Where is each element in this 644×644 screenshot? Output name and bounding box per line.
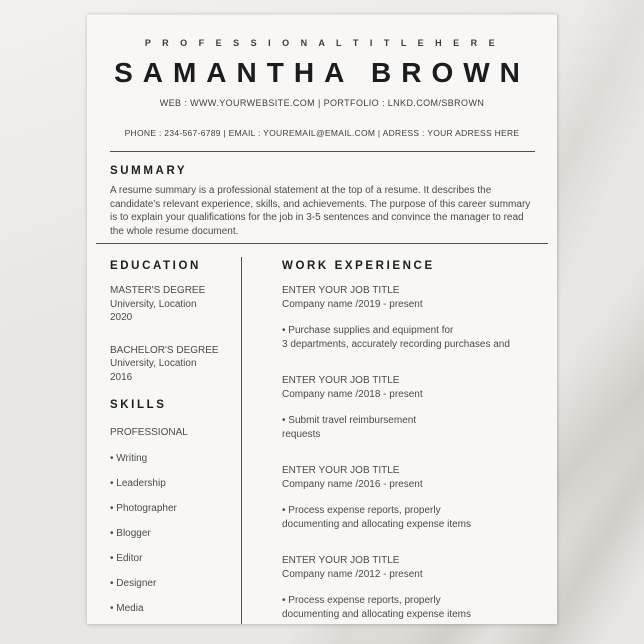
skill-item: • Designer [110, 577, 157, 589]
phone-email-address-line: PHONE : 234-567-6789 | EMAIL : YOUREMAIL@EMAIL.COM | ADRESS : YOUR ADRESS HERE [124, 128, 520, 138]
left-column [110, 257, 241, 624]
skill-item: • Editor [110, 552, 143, 564]
web-portfolio-line: WEB : WWW.YOURWEBSITE.COM | PORTFOLIO : LNKD.COM/SBROWN [159, 98, 485, 108]
skill-item: • Photographer [110, 502, 177, 514]
education-heading: EDUCATION [110, 260, 201, 272]
job-entry [282, 284, 534, 351]
two-column-body [87, 257, 557, 624]
job-entry [282, 374, 534, 441]
job-title: ENTER YOUR JOB TITLE [282, 285, 400, 296]
work-experience-heading: WORK EXPERIENCE [282, 260, 435, 272]
summary-paragraph: A resume summary is a professional statement at the top of a resume. It describes the candidate's relevant experience, skills, and achievements. The purpose of this career summary is to explain your qualifications for the job in 3-5 sentences and convince the manager to read the whole resume document. [110, 185, 531, 237]
candidate-name: SAMANTHA BROWN [114, 57, 530, 88]
job-bullet [282, 504, 534, 531]
graduation-year: 2020 [110, 312, 133, 323]
job-company-dates: Company name /2018 - present [282, 388, 423, 400]
job-entry [282, 554, 534, 621]
job-bullet-line: • Process expense reports, properly [282, 595, 441, 606]
job-title: ENTER YOUR JOB TITLE [282, 465, 400, 476]
job-bullet-line: requests [282, 428, 321, 440]
job-title: ENTER YOUR JOB TITLE [282, 375, 400, 386]
summary-heading: SUMMARY [110, 165, 188, 177]
job-bullet-line: documenting and allocating expense items [282, 518, 472, 530]
right-column [242, 257, 534, 624]
resume-page [87, 14, 557, 624]
job-title: ENTER YOUR JOB TITLE [282, 555, 400, 566]
job-bullet-line: 3 departments, accurately recording purchases and [282, 338, 510, 350]
graduation-year: 2016 [110, 371, 133, 383]
contact-divider-rule [110, 151, 535, 152]
job-bullet-line: documenting and allocating expense items [282, 608, 472, 620]
job-company-dates: Company name /2016 - present [282, 478, 423, 490]
job-bullet-line: • Submit travel reimbursement [282, 415, 417, 426]
education-entry [110, 344, 241, 385]
job-company-dates: Company name /2012 - present [282, 568, 423, 580]
job-company-dates: Company name /2019 - present [282, 298, 423, 310]
school: University, Location [110, 298, 197, 310]
professional-title: P R O F E S S I O N A L T I T L E H E R E [144, 38, 500, 48]
skills-list [110, 452, 241, 616]
skills-heading: SKILLS [110, 399, 167, 411]
skill-item: • Blogger [110, 527, 151, 539]
skills-category-label: PROFESSIONAL [110, 427, 188, 438]
summary-section [87, 164, 557, 238]
job-bullet [282, 324, 534, 351]
education-entry [110, 284, 241, 325]
skill-item: • Leadership [110, 477, 166, 489]
job-entry [282, 464, 534, 531]
job-bullet [282, 414, 534, 441]
job-bullet-line: • Process expense reports, properly [282, 505, 441, 516]
skill-item: • Writing [110, 452, 148, 464]
job-bullet-line: • Purchase supplies and equipment for [282, 325, 454, 336]
degree: MASTER'S DEGREE [110, 285, 206, 296]
degree: BACHELOR'S DEGREE [110, 344, 219, 356]
school: University, Location [110, 358, 197, 369]
job-bullet [282, 594, 534, 621]
summary-divider-rule [96, 243, 548, 244]
skill-item: • Media [110, 602, 144, 614]
